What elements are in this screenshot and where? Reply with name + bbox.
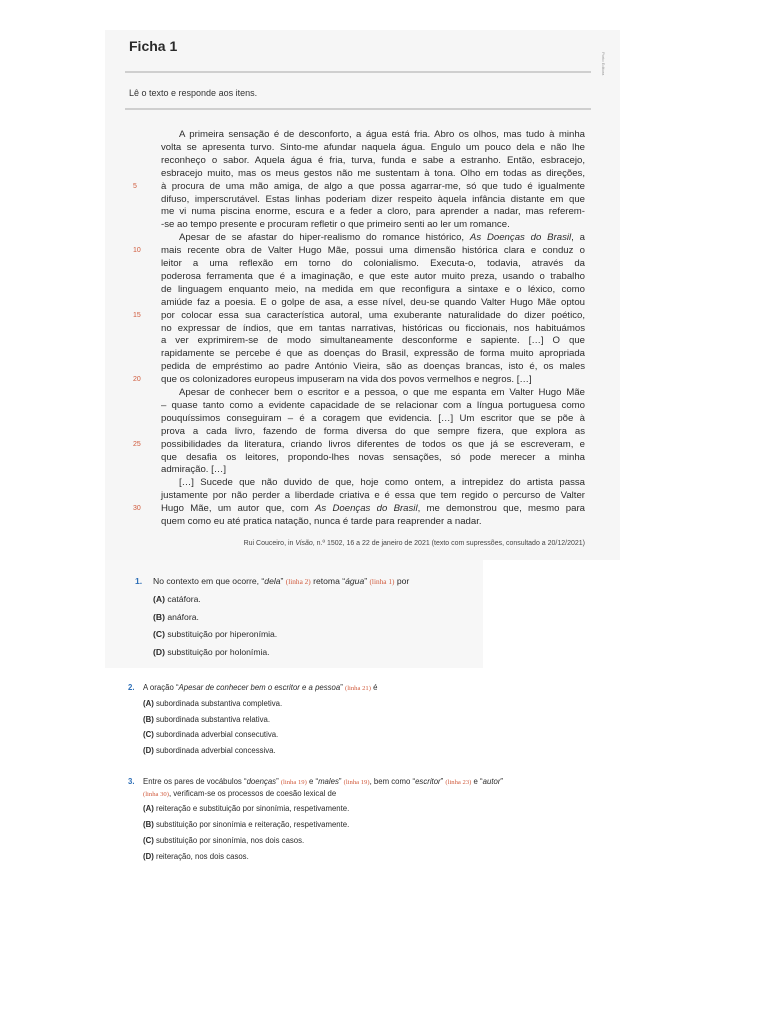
line-number: 25 (133, 440, 141, 448)
text-line: Hugo Mãe, um autor que, com As Doenças do Brasil, me demonstrou que, mesmo para (161, 503, 585, 515)
text-line: difuso, imperscrutável. Estas linhas poderiam dizer respeito àquela infância distante em que (161, 193, 585, 205)
option-key: (B) (153, 611, 165, 622)
text-line: rapidamente se percebe é que as doenças do Brasil, expressão de forma muito apropriada (161, 348, 585, 360)
answer-option[interactable] (143, 820, 349, 829)
option-text: reiteração e substituição por sinonímia, respetivamente. (153, 804, 350, 813)
text-line: volta se apresenta turvo. Sinto-me afundar naquela água. Engulo um pouco dela e não lhe (161, 141, 585, 153)
text-line: à procura de uma mão amiga, de algo a que possa agarrar-me, só que tudo é igualmente (161, 180, 585, 192)
option-text: substituição por hiperonímia. (164, 629, 278, 639)
option-key: (A) (153, 594, 165, 604)
answer-option[interactable] (143, 730, 278, 739)
option-key: (A) (143, 699, 154, 708)
text-line: pouquíssimos conseguiram – é a coragem que evidencia. […] Um escritor que se põe à (161, 412, 585, 424)
text-line: admiração. […] (161, 464, 227, 476)
question-stem-continued: (linha 30), verificam-se os processos de coesão lexical de (143, 789, 337, 798)
option-key: (D) (143, 852, 154, 861)
answer-option[interactable] (143, 715, 270, 724)
option-text: subordinada adverbial consecutiva. (153, 730, 279, 739)
text-line: Apesar de conhecer bem o escritor e a pessoa, o que me espanta em Valter Hugo Mãe (179, 387, 585, 398)
option-text: substituição por sinonímia e reiteração, respetivamente. (153, 820, 350, 829)
divider (125, 108, 591, 110)
text-line: esbracejo muito, mas os meus gestos não me sustentam à tona. Olho em todas as direções, (161, 167, 585, 179)
option-key: (B) (143, 820, 154, 829)
question-number: 3. (128, 777, 135, 786)
line-number: 15 (133, 311, 141, 319)
answer-option[interactable] (153, 612, 199, 622)
text-line: me vi numa piscina enorme, escura e a feder a cloro, para aprender a nadar, mas referem- (161, 206, 585, 218)
text-line: mais recente obra de Valter Hugo Mãe, possui uma dimensão histórica clara e conduz o (161, 245, 585, 257)
text-line: -se ao tempo presente e procuram refletir o que primeiro senti ao ler um romance. (161, 219, 510, 231)
option-text: anáfora. (164, 611, 199, 622)
option-text: catáfora. (164, 594, 201, 604)
answer-option[interactable] (153, 629, 277, 639)
text-line: pedida de empréstimo ao padre António Vieira, são as doenças brancas, isto é, os males (161, 361, 585, 373)
publisher-side-label: Porto Editora (601, 52, 606, 76)
text-line: Apesar de se afastar do hiper-realismo do romance histórico, As Doenças do Brasil, a (179, 232, 586, 244)
question-stem: Entre os pares de vocábulos “doenças” (linha 19) e “males” (linha 19), bem como “escritor” (linha 23) e “autor” (143, 777, 504, 786)
text-line: a ver exprimirem-se de modo simultaneamente desconforme e sapiente. […] O que (161, 335, 585, 347)
text-line: por colocar essa sua característica autoral, uma exuberante naturalidade do dizer poético, (161, 309, 585, 321)
text-line: no expressar de índios, que em tantas narrativas, históricas ou ficcionais, nos habituámos (161, 322, 585, 334)
text-line: amiúde faz a poesia. E o golpe de asa, a esse nível, deu-se quando Valter Hugo Mãe optou (161, 296, 585, 308)
question-stem: A oração “Apesar de conhecer bem o escritor e a pessoa” (linha 21) é (143, 683, 378, 692)
option-key: (C) (143, 730, 154, 739)
answer-option[interactable] (143, 852, 249, 861)
text-line: justamente por não perder a liberdade criativa e é essa que tem regido o percurso de Valter (161, 490, 585, 502)
text-line: prova a cada livro, fazendo de forma diversa do que sempre fizera, que explora as (161, 425, 585, 437)
option-key: (C) (153, 629, 165, 639)
answer-option[interactable] (143, 746, 276, 755)
text-line: quem como eu até pratica natação, nunca é tarde para reaprender a nadar. (161, 516, 482, 527)
option-text: reiteração, nos dois casos. (153, 852, 249, 861)
divider (125, 71, 591, 73)
question-number: 2. (128, 683, 135, 692)
option-text: subordinada substantiva relativa. (153, 714, 270, 724)
answer-option[interactable] (153, 647, 270, 657)
answer-option[interactable] (153, 594, 201, 604)
option-key: (B) (143, 714, 154, 724)
option-text: substituição por holonímia. (164, 646, 270, 657)
answer-option[interactable] (143, 836, 304, 845)
text-line: possibilidades da literatura, criando livros diferentes de todos os que já se escreveram, e (161, 438, 585, 450)
answer-option[interactable] (143, 804, 349, 813)
instruction-text: Lê o texto e responde aos itens. (129, 88, 258, 98)
text-line: […] Sucede que não duvido de que, hoje como ontem, a intrepidez do artista passa (179, 477, 585, 489)
text-line: reconheço o sabor. Aquela água é fria, turva, funda e sabe a estranho. Então, esbracejo, (161, 154, 585, 166)
question-number: 1. (135, 576, 143, 586)
option-key: (C) (143, 836, 154, 845)
text-line: de linguagem enquanto meio, na medida em que reconfigura a sintaxe e o léxico, como (161, 283, 585, 295)
line-number: 30 (133, 505, 141, 513)
answer-option[interactable] (143, 699, 282, 708)
text-line: que os colonizadores europeus impuseram na vida dos povos vermelhos e negros. […] (161, 374, 532, 386)
line-number: 10 (133, 247, 141, 255)
text-line: poderosa ferramenta que é a imaginação, e que este autor muito preza, usando o trabalho (161, 270, 585, 282)
line-number: 5 (133, 182, 137, 190)
option-key: (A) (143, 804, 154, 813)
question-stem: No contexto em que ocorre, “dela” (linha 2) retoma “água” (linha 1) por (153, 576, 410, 586)
text-line: leitor a uma reflexão em torno do colonialismo. Executa-o, todavia, através da (161, 258, 585, 269)
page-title: Ficha 1 (129, 38, 178, 54)
text-line: A primeira sensação é de desconforto, a água está fria. Abro os olhos, mas tudo à minha (179, 129, 585, 140)
option-key: (D) (153, 646, 165, 657)
text-line: que desafia os leitores, propondo-lhes novas sensações, só pode merecer a minha (161, 451, 585, 463)
line-number: 20 (133, 376, 141, 384)
option-text: subordinada adverbial concessiva. (153, 745, 276, 755)
option-text: substituição por sinonímia, nos dois casos. (153, 836, 305, 845)
option-text: subordinada substantiva completiva. (153, 699, 283, 708)
option-key: (D) (143, 745, 154, 755)
source-citation: Rui Couceiro, in Visão, n.º 1502, 16 a 22 de janeiro de 2021 (texto com supressões, consultado a 20/12/2021) (243, 540, 585, 547)
text-line: – quase tanto como a evidente capacidade de se relacionar com a língua portuguesa como (161, 399, 585, 411)
